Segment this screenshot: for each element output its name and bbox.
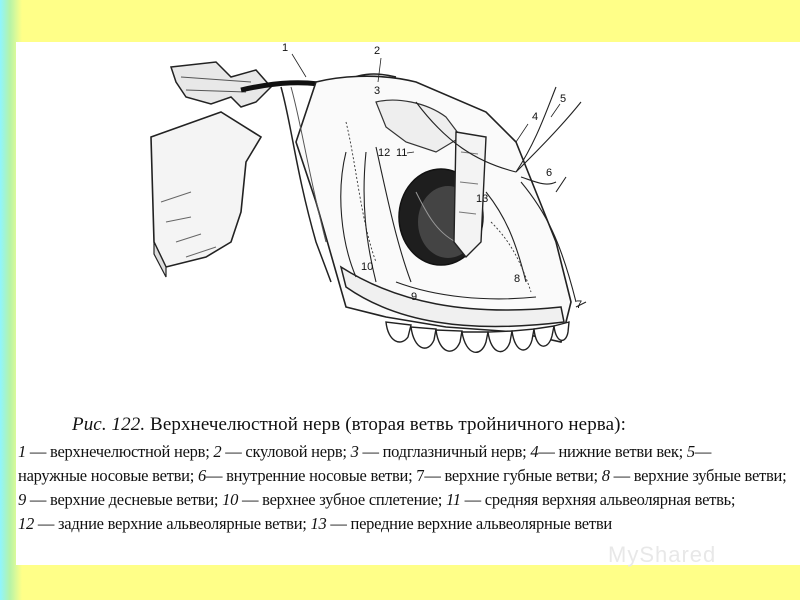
label-10: 10 <box>361 261 374 273</box>
figure-number: Рис. 122. <box>72 414 146 435</box>
caption-line-4 <box>18 512 800 536</box>
legend-item-10: 10 — верхнее зубное сплетение; <box>222 490 447 509</box>
legend-item-12: 12 — задние верхние альвеолярные ветви; <box>18 514 311 533</box>
figure-title: Верхнечелюстной нерв (вторая ветвь тройничного нерва): <box>145 414 626 435</box>
label-4: 4 <box>532 111 539 123</box>
slide <box>16 42 800 565</box>
legend-item-9: 9 — верхние десневые ветви; <box>18 490 223 509</box>
label-13: 13 <box>476 193 489 205</box>
label-5: 5 <box>560 93 567 105</box>
label-1: 1 <box>282 42 289 54</box>
caption-line-1 <box>18 440 800 464</box>
caption-line-3 <box>18 488 800 512</box>
watermark: MyShared <box>608 542 717 567</box>
caption-line-2 <box>18 464 800 488</box>
label-3: 3 <box>374 85 381 97</box>
legend-item-8: 8 — верхние зубные ветви; <box>601 466 787 485</box>
legend-item-13: 13 — передние верхние альвеолярные ветви <box>310 514 612 533</box>
label-11: 11 <box>396 147 408 159</box>
legend-item-4: 4— нижние ветви век; <box>530 442 687 461</box>
caption-title <box>18 410 800 440</box>
label-7: 7 <box>576 299 583 311</box>
legend-item-11: 11 — средняя верхняя альвеолярная ветвь; <box>446 490 736 509</box>
legend-item-7: 7— верхние губные ветви; <box>416 466 602 485</box>
anatomical-figure <box>16 42 800 412</box>
legend-item-5-num: 5— <box>686 442 712 461</box>
label-6: 6 <box>546 167 553 179</box>
label-2: 2 <box>374 45 381 57</box>
legend-item-6: 6— внутренние носовые ветви; <box>197 466 417 485</box>
label-9: 9 <box>411 291 418 303</box>
label-12: 12 <box>378 147 391 159</box>
legend-item-1: 1 — верхнечелюстной нерв; <box>18 442 214 461</box>
legend-item-2: 2 — скуловой нерв; <box>213 442 351 461</box>
cranial-bone-block <box>151 112 261 267</box>
legend-item-5-text: наружные носовые ветви; <box>18 466 198 485</box>
legend-item-3: 3 — подглазничный нерв; <box>350 442 531 461</box>
label-8: 8 <box>514 273 521 285</box>
figure-caption <box>18 410 800 536</box>
